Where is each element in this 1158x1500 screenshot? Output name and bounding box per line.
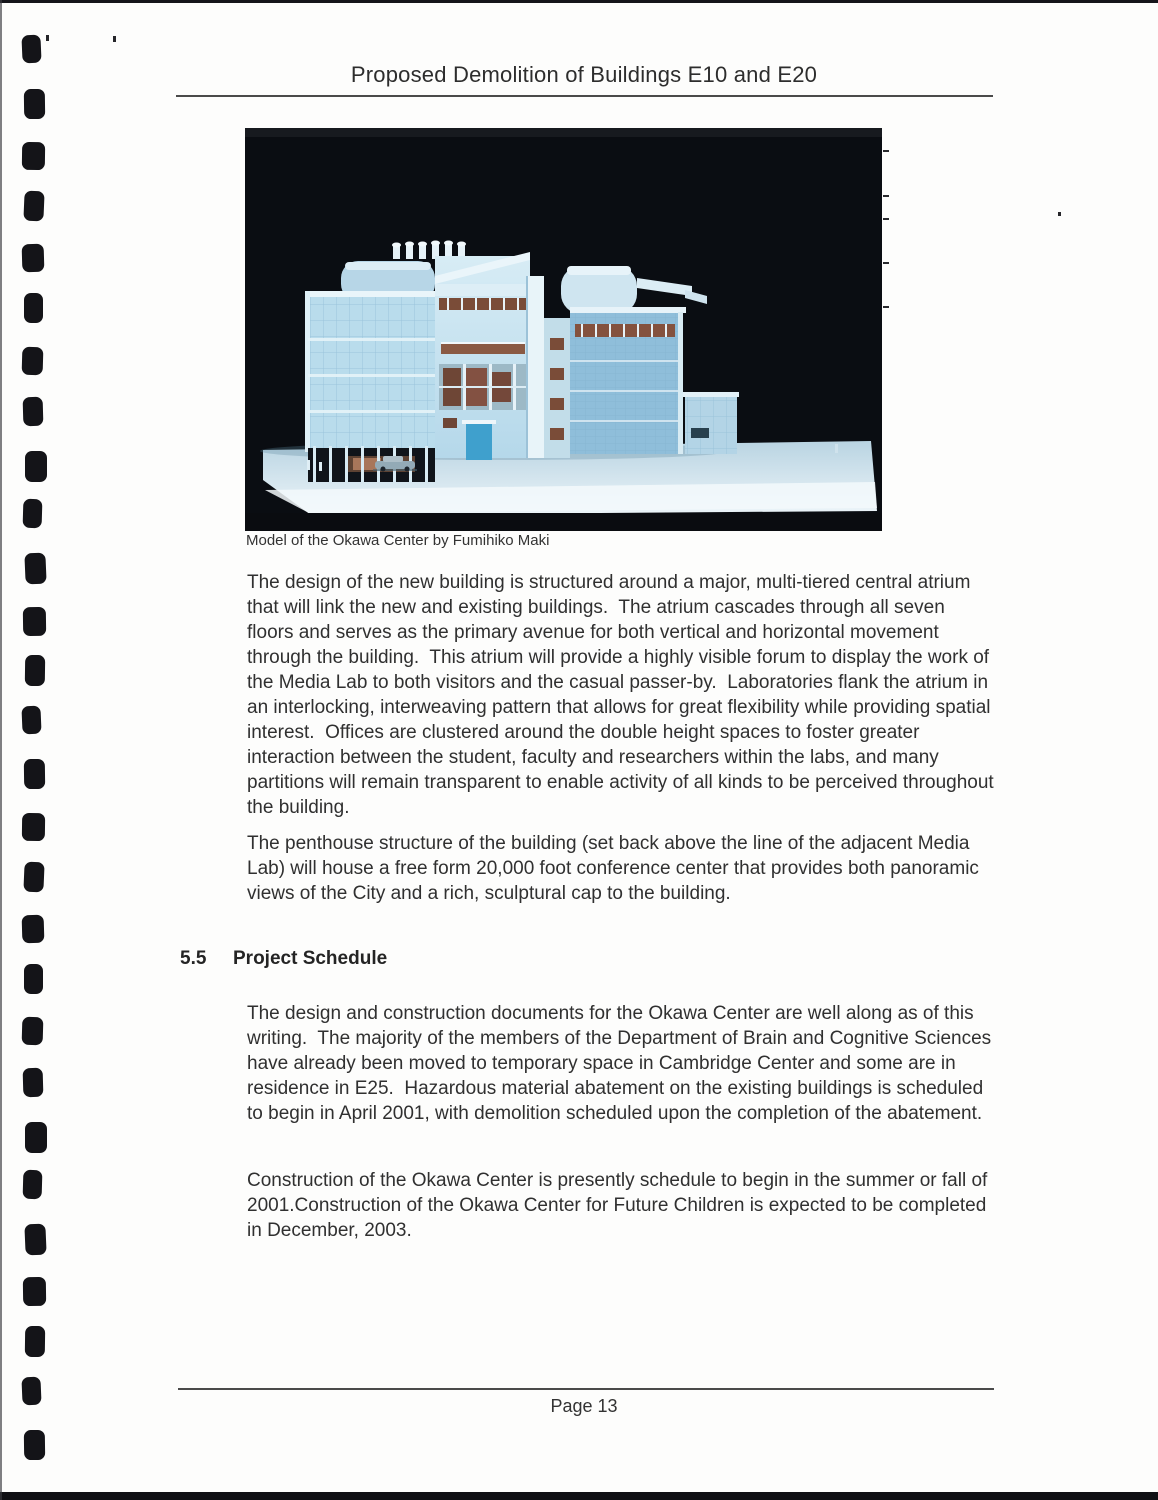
scan-edge-bottom [0,1492,1158,1500]
binding-hole [25,655,45,686]
binding-hole [24,1430,45,1460]
scan-tick [883,306,889,308]
scan-tick [883,150,889,152]
binding-hole [23,499,43,529]
binding-hole [22,142,45,170]
binding-hole [25,1326,45,1357]
binding-hole [24,964,43,994]
photo-top-band [245,128,882,137]
binding-hole [22,813,45,841]
scan-speck [46,35,49,41]
binding-hole [23,1068,44,1098]
page-number: Page 13 [550,1396,618,1416]
scan-tick [883,195,889,197]
section-number: 5.5 [180,948,207,969]
binding-hole [24,88,45,118]
binding-hole [22,346,44,375]
binding-hole [25,451,47,482]
scan-edge-top [0,0,1158,3]
binding-hole [21,705,41,734]
right-office-block [570,307,686,454]
binding-hole [21,1376,41,1405]
binding-hole [23,1170,43,1200]
footer-rule [178,1388,994,1390]
scan-speck [113,36,116,42]
table-shadow [245,513,882,531]
binding-hole [22,915,45,944]
scan-tick [883,218,889,220]
page-title: Proposed Demolition of Buildings E10 and E20 [350,62,818,87]
scan-speck [1058,212,1061,216]
left-lab-block [305,291,438,482]
binding-hole [23,1277,46,1306]
binding-hole [23,190,44,221]
figure-caption: Model of the Okawa Center by Fumihiko Maki [246,532,550,549]
binding-hole [22,244,45,273]
left-roof-drum-highlight [345,262,431,270]
binding-hole [24,553,46,585]
body-paragraph-2: The penthouse structure of the building (set back above the line of the adjacent Media Lab) will house a free form 20,000 foot conference center that provides both panoramic views of the City and a rich, sculptural cap to the building. [247,833,985,904]
scan-edge-left [0,0,2,1500]
body-paragraph-1: The design of the new building is structured around a major, multi-tiered central atrium that will link the new and existing buildings. The atrium cascades through all seven floors and serves as the primary avenue for both vertical and horizontal movement through the building. This atrium will provide a highly visible forum to display the work of the Media Lab to both visitors and the casual passer-by. Laboratories flank the atrium in an interlocking, interweaving pattern that allows for great flexibility while providing spatial interest. Offices are clustered around the double height spaces to foster greater interaction between the student, faculty and researchers within the labs, and many partitions will remain transparent to enable activity of all kinds to be perceived throughout the building. [247,572,999,818]
binding-hole [24,759,45,789]
binding-hole [23,606,46,635]
header-rule [176,95,993,97]
right-annex [683,392,739,454]
body-paragraph-4: Construction of the Okawa Center is presently schedule to begin in the summer or fall of 2001.Construction of the Okawa Center for Future Children is expected to be completed in December, 2003. [247,1170,993,1241]
binding-hole [24,293,43,323]
central-atrium-tower [435,252,530,460]
model-illustration [245,128,882,531]
binding-hole [23,861,44,892]
binding-hole [24,1223,46,1255]
binding-hole [22,1017,44,1046]
body-paragraph-3: The design and construction documents for the Okawa Center are well along as of this writing. The majority of the members of the Department of Brain and Cognitive Sciences have already been moved to temporary space in Cambridge Center and some are in residence in E25. Hazardous material abatement on the existing buildings is scheduled to begin in April 2001, with demolition scheduled upon the completion of the abatement. [247,1003,997,1124]
scan-tick [883,262,889,264]
section-title: Project Schedule [233,948,388,969]
binding-hole [25,1122,47,1153]
model-photo-figure [245,128,882,531]
atrium-door [466,424,492,460]
binding-hole [21,35,41,64]
binding-hole [23,397,44,427]
